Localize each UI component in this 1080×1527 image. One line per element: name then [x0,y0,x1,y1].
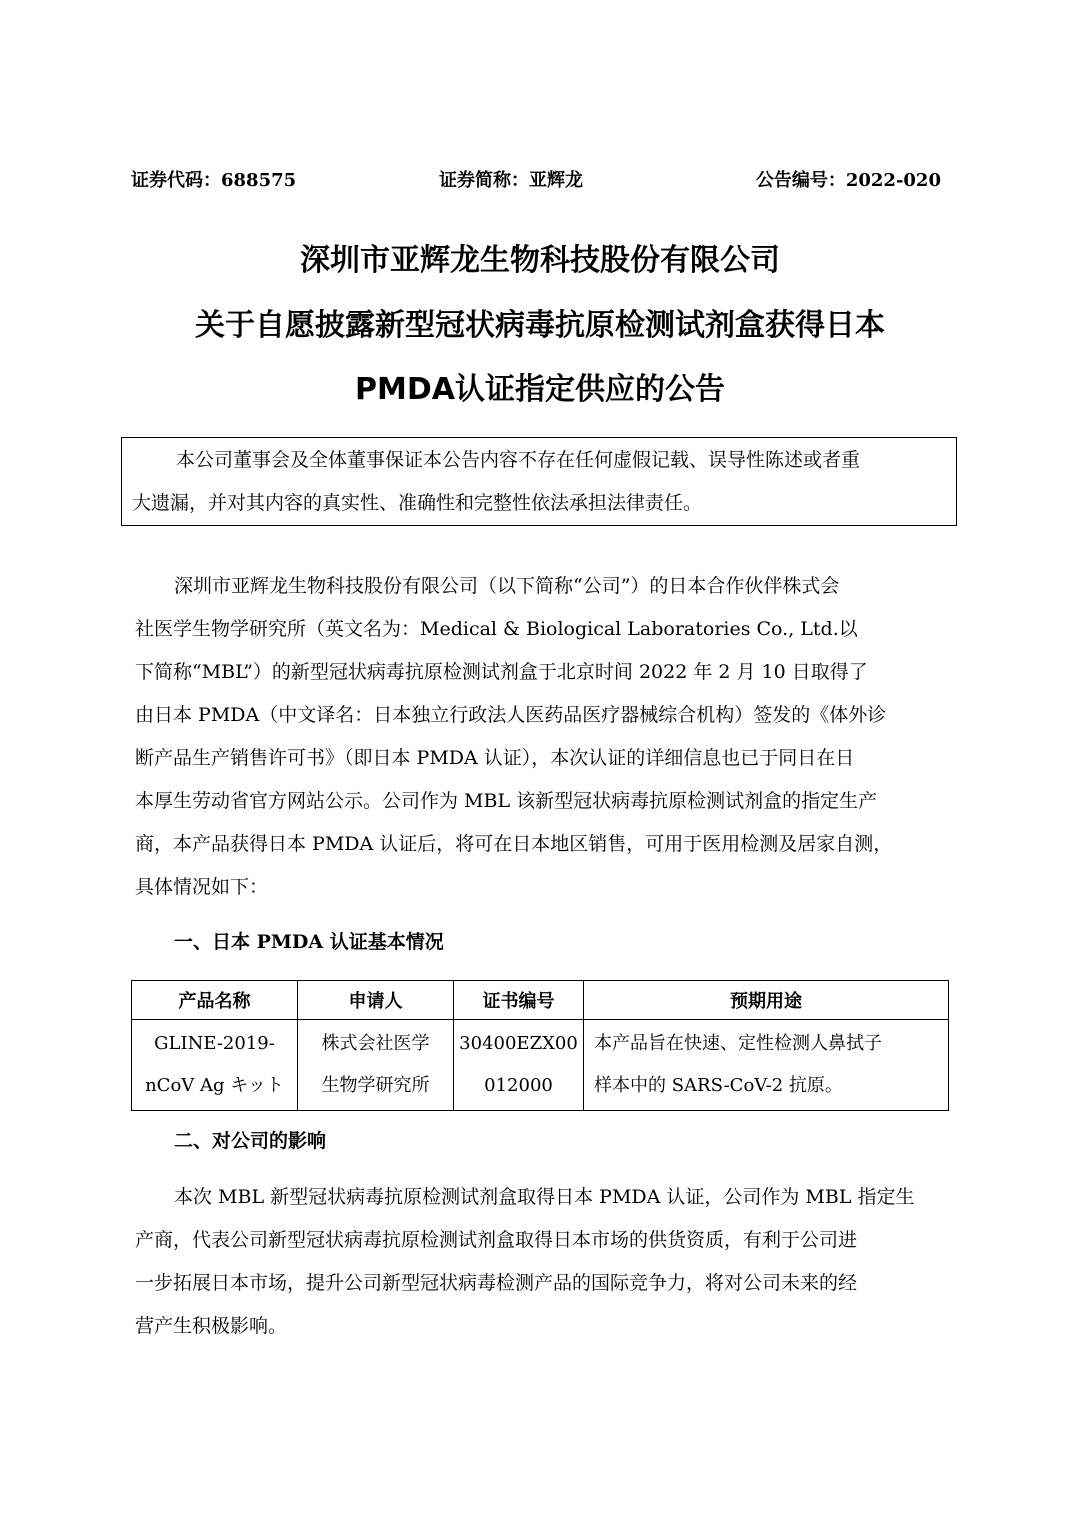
cell-text: 样本中的 SARS-CoV-2 抗原。 [594,1075,843,1096]
body-line: 由日本 PMDA（中文译名：日本独立行政法人医药品医疗器械综合机构）签发的《体外诊 [135,704,887,726]
column-header-product: 产品名称 [132,981,298,1020]
stock-abbreviation: 证券简称：亚辉龙 [439,170,583,191]
cell-text: nCoV Ag キット [145,1075,284,1096]
cell-text: 本产品旨在快速、定性检测人鼻拭子 [594,1033,882,1054]
table-row [132,1020,949,1111]
cell-text: 株式会社医学 [321,1033,430,1054]
cell-product-name [132,1020,298,1111]
body-line: 社医学生物学研究所（英文名为：Medical & Biological Laboratories Co., Ltd.以 [135,618,858,640]
section-heading-pmda: 一、日本 PMDA 认证基本情况 [174,931,444,953]
announcement-number: 公告编号：2022-020 [755,170,941,191]
cell-certificate-number [454,1020,584,1111]
body-line: 下简称“MBL”）的新型冠状病毒抗原检测试剂盒于北京时间 2022 年 2 月 10 日取得了 [135,661,868,683]
column-header-applicant: 申请人 [298,981,454,1020]
body-line: 本次 MBL 新型冠状病毒抗原检测试剂盒取得日本 PMDA 认证，公司作为 MBL 指定生 [174,1186,915,1208]
table-header-row [132,981,949,1020]
disclaimer-line: 大遗漏，并对其内容的真实性、准确性和完整性依法承担法律责任。 [132,492,703,514]
stock-code: 证券代码：688575 [131,170,297,191]
body-line: 产商，代表公司新型冠状病毒抗原检测试剂盒取得日本市场的供货资质，有利于公司进 [135,1229,858,1251]
cell-intended-use [584,1020,949,1111]
body-line: 营产生积极影响。 [135,1315,288,1337]
title-subject-cont: PMDA认证指定供应的公告 [355,372,725,407]
cell-text: 生物学研究所 [321,1075,430,1096]
cell-text: 30400EZX00 [459,1033,578,1054]
body-line: 断产品生产销售许可书》（即日本 PMDA 认证），本次认证的详细信息也已于同日在日 [135,747,855,769]
body-line: 具体情况如下： [135,876,269,898]
disclaimer-box [121,437,957,526]
title-company: 深圳市亚辉龙生物科技股份有限公司 [300,243,780,278]
title-subject: 关于自愿披露新型冠状病毒抗原检测试剂盒获得日本 [195,308,885,343]
body-line: 本厚生劳动省官方网站公示。公司作为 MBL 该新型冠状病毒抗原检测试剂盒的指定生产 [135,790,878,812]
document-header [131,166,941,194]
body-line: 深圳市亚辉龙生物科技股份有限公司（以下简称“公司”）的日本合作伙伴株式会 [174,575,840,597]
certification-table [131,980,949,1111]
column-header-intended-use: 预期用途 [584,981,949,1020]
section-heading-impact: 二、对公司的影响 [174,1130,327,1152]
disclaimer-line: 本公司董事会及全体董事保证本公告内容不存在任何虚假记载、误导性陈述或者重 [176,449,861,471]
cell-text: 012000 [484,1075,553,1096]
body-line: 一步拓展日本市场，提升公司新型冠状病毒检测产品的国际竞争力，将对公司未来的经 [135,1272,858,1294]
cell-applicant [298,1020,454,1111]
body-line: 商，本产品获得日本 PMDA 认证后，将可在日本地区销售，可用于医用检测及居家自测， [135,833,893,855]
column-header-certificate: 证书编号 [454,981,584,1020]
cell-text: GLINE-2019- [154,1033,275,1054]
